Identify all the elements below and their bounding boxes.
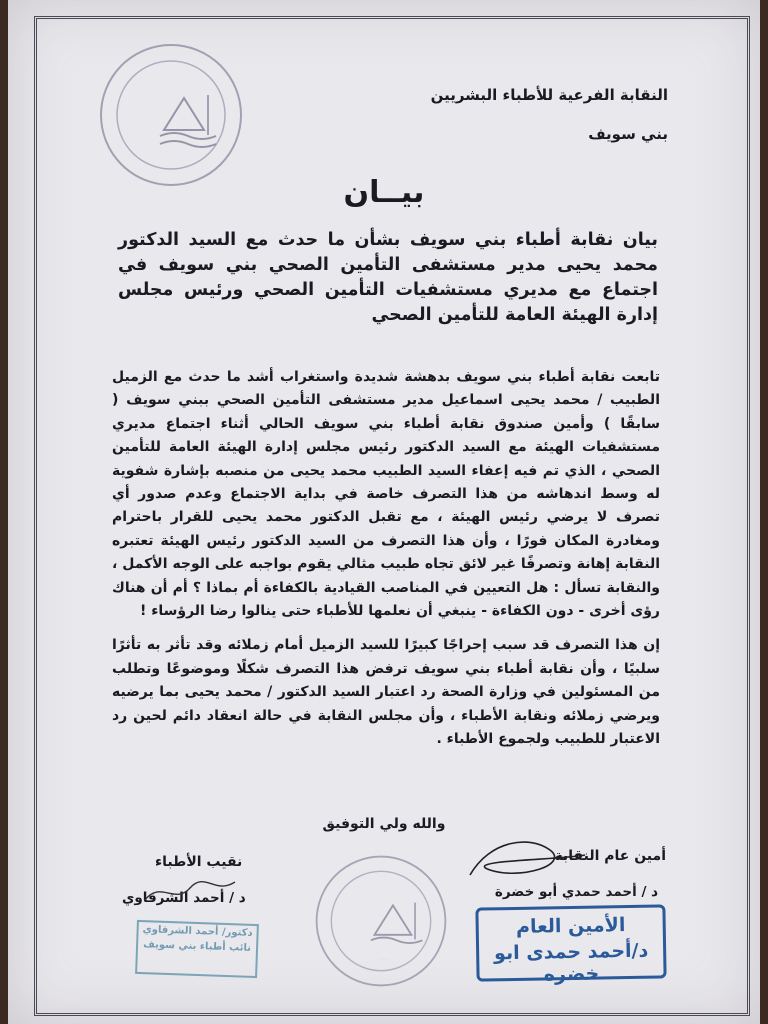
stamp-right-line2: د/أحمد حمدى ابو خضره xyxy=(493,939,649,986)
signature-left-title: نقيب الأطباء xyxy=(155,854,243,870)
header-syndicate-name: النقابة الفرعية للأطباء البشريين xyxy=(430,86,668,104)
stamp-head-of-syndicate xyxy=(135,920,259,978)
statement-body xyxy=(112,366,660,763)
signature-right-scribble xyxy=(460,830,590,890)
syndicate-seal-bottom xyxy=(312,852,450,990)
body-paragraph-1: تابعت نقابة أطباء بني سويف بدهشة شديدة واستغراب أشد ما حدث مع الزميل الطبيب / محمد يحيى اسماعيل مدير مستشفى التأمين الصحي ببني سويف ( سابقًا ) وأمين صندوق نقابة أطباء بني سويف الحالي أثناء اجتماع مديري مستشفيات الهيئة مع السيد الدكتور رئيس مجلس إدارة الهيئة العامة للتأمين الصحي ، الذي تم فيه إعفاء السيد الطبيب محمد يحيى من منصبه بإشارة شفوية له وسط اندهاشه من هذا التصرف خاصة في بداية الاجتماع وعدم صدور أي تصرف لا يرضي رئيس الهيئة ، مع تقبل الدكتور محمد يحيى للقرار باحترام ومغادرة المكان فورًا ، وأن هذا التصرف من السيد الدكتور رئيس الهيئة تعتبره النقابة إهانة وتصرفًا غير لائق تجاه طبيب مثالي يقوم بواجبه على الوجه الأكمل ، والنقابة تسأل : هل التعيين في المناصب القيادية بالكفاءة أم بماذا ؟ أم أن هناك رؤى أخرى - دون الكفاءة - ينبغي أن نعلمها للأطباء حتى ينالوا رضا الرؤساء ! xyxy=(112,369,660,620)
body-paragraph-2: إن هذا التصرف قد سبب إحراجًا كبيرًا للسيد الزميل أمام زملائه وقد تأثر به تأثرًا سلبيًا ، وأن نقابة أطباء بني سويف ترفض هذا التصرف شكلًا وموضوعًا وتطلب من المسئولين في وزارة الصحة رد اعتبار السيد الدكتور / محمد يحيى بما يرضيه ويرضي زملائه ونقابة الأطباء ، وأن مجلس النقابة في حالة انعقاد دائم لحين رد الاعتبار للطبيب ولجموع الأطباء . xyxy=(112,637,660,748)
syndicate-seal-top xyxy=(96,40,246,190)
stamp-right-line1: الأمين العام xyxy=(515,914,626,938)
stamp-left-line1: دكتور/ أحمد الشرقاوي xyxy=(142,924,253,939)
header-city: بني سويف xyxy=(588,125,668,143)
stamp-left-line2: نائب أطباء بني سويف xyxy=(143,939,252,954)
signature-left-name: د / أحمد الشرقاوي xyxy=(122,890,246,906)
closing-line: والله ولي التوفيق xyxy=(322,816,446,832)
signature-left-scribble xyxy=(140,870,240,910)
signature-right-title: أمين عام النقابة xyxy=(554,848,666,864)
statement-subject: بيان نقابة أطباء بني سويف بشأن ما حدث مع السيد الدكتور محمد يحيى مدير مستشفى التأمين الصحي بني سويف في اجتماع مع مديري مستشفيات التأمين الصحي ورئيس مجلس إدارة الهيئة العامة للتأمين الصحي xyxy=(118,230,658,325)
signature-right-name: د / أحمد حمدي أبو خضرة xyxy=(494,884,658,900)
stamp-secretary-general xyxy=(475,904,666,986)
document-title: بيــان xyxy=(343,175,425,210)
